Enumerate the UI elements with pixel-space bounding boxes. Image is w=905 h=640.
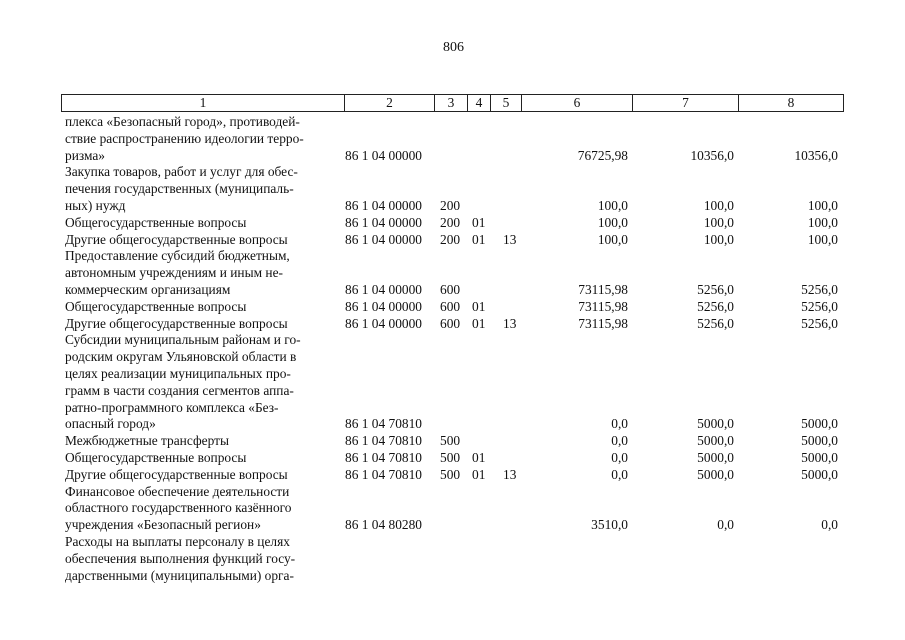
description-line: ствие распространению идеологии терро- [65, 130, 304, 146]
page-number: 806 [443, 40, 464, 55]
table-row [0, 215, 905, 232]
table-row [0, 114, 905, 164]
amount-column-6: 100,0 [597, 214, 628, 230]
description-line: Финансовое обеспечение деятельности [65, 483, 290, 499]
target-article-code: 86 1 04 80280 [345, 517, 422, 533]
target-article-code: 86 1 04 70810 [345, 416, 422, 432]
description-line: Другие общегосударственные вопросы [65, 466, 288, 482]
description-line: автономным учреждениям и иным не- [65, 265, 283, 281]
amount-column-6: 73115,98 [578, 281, 628, 297]
column-header-5: 5 [491, 95, 522, 112]
amount-column-6: 73115,98 [578, 298, 628, 314]
column-header-8: 8 [739, 95, 844, 112]
expense-type-code: 500 [440, 433, 461, 449]
target-article-code: 86 1 04 70810 [345, 466, 422, 482]
amount-column-7: 5256,0 [697, 281, 734, 297]
amount-column-8: 10356,0 [794, 147, 838, 163]
amount-column-8: 100,0 [807, 214, 838, 230]
amount-column-7: 5256,0 [697, 298, 734, 314]
description-line: опасный город» [65, 416, 156, 432]
amount-column-8: 0,0 [821, 517, 838, 533]
target-article-code: 86 1 04 70810 [345, 449, 422, 465]
row-description [65, 332, 337, 433]
amount-column-8: 5000,0 [801, 416, 838, 432]
column-header-table [61, 94, 844, 112]
column-header-2: 2 [345, 95, 435, 112]
section-code: 01 [472, 449, 486, 465]
description-line: Предоставление субсидий бюджетным, [65, 248, 290, 264]
description-line: родским округам Ульяновской области в [65, 349, 297, 365]
column-header-1: 1 [62, 95, 345, 112]
description-line: областного государственного казённого [65, 500, 292, 516]
expense-type-code: 200 [440, 214, 461, 230]
row-description [65, 316, 337, 333]
description-line: Другие общегосударственные вопросы [65, 231, 288, 247]
amount-column-6: 100,0 [597, 231, 628, 247]
target-article-code: 86 1 04 00000 [345, 147, 422, 163]
row-description [65, 232, 337, 249]
amount-column-8: 100,0 [807, 197, 838, 213]
target-article-code: 86 1 04 00000 [345, 231, 422, 247]
description-line: Расходы на выплаты персоналу в целях [65, 533, 290, 549]
table-row [0, 332, 905, 433]
table-row [0, 534, 905, 584]
amount-column-7: 100,0 [703, 214, 734, 230]
amount-column-8: 5256,0 [801, 281, 838, 297]
table-row [0, 164, 905, 214]
section-code: 01 [472, 214, 486, 230]
description-line: Общегосударственные вопросы [65, 214, 247, 230]
description-line: Субсидии муниципальным районам и го- [65, 332, 301, 348]
description-line: учреждения «Безопасный регион» [65, 517, 261, 533]
amount-column-7: 100,0 [703, 231, 734, 247]
description-line: плекса «Безопасный город», противодей- [65, 114, 300, 129]
table-row [0, 467, 905, 484]
amount-column-8: 5256,0 [801, 315, 838, 331]
column-header-4: 4 [468, 95, 491, 112]
amount-column-7: 10356,0 [690, 147, 734, 163]
expense-type-code: 200 [440, 231, 461, 247]
row-description [65, 534, 337, 584]
subsection-code: 13 [503, 315, 517, 331]
description-line: Другие общегосударственные вопросы [65, 315, 288, 331]
description-line: Общегосударственные вопросы [65, 449, 247, 465]
amount-column-7: 5000,0 [697, 466, 734, 482]
target-article-code: 86 1 04 00000 [345, 214, 422, 230]
table-row [0, 316, 905, 333]
subsection-code: 13 [503, 231, 517, 247]
expense-type-code: 600 [440, 298, 461, 314]
amount-column-7: 5000,0 [697, 433, 734, 449]
target-article-code: 86 1 04 00000 [345, 298, 422, 314]
amount-column-6: 0,0 [611, 449, 628, 465]
table-row [0, 433, 905, 450]
amount-column-8: 100,0 [807, 231, 838, 247]
description-line: ризма» [65, 147, 105, 163]
table-row [0, 299, 905, 316]
amount-column-6: 100,0 [597, 197, 628, 213]
description-line: дарственными (муниципальными) орга- [65, 567, 294, 583]
section-code: 01 [472, 231, 486, 247]
target-article-code: 86 1 04 00000 [345, 281, 422, 297]
amount-column-6: 0,0 [611, 416, 628, 432]
description-line: грамм в части создания сегментов аппа- [65, 382, 294, 398]
row-description [65, 299, 337, 316]
row-description [65, 484, 337, 534]
row-description [65, 433, 337, 450]
target-article-code: 86 1 04 70810 [345, 433, 422, 449]
table-row [0, 232, 905, 249]
expense-type-code: 500 [440, 449, 461, 465]
table-row [0, 248, 905, 298]
amount-column-7: 5000,0 [697, 449, 734, 465]
amount-column-8: 5000,0 [801, 466, 838, 482]
amount-column-7: 5000,0 [697, 416, 734, 432]
amount-column-6: 0,0 [611, 466, 628, 482]
description-line: коммерческим организациям [65, 281, 231, 297]
amount-column-7: 0,0 [717, 517, 734, 533]
column-header-7: 7 [633, 95, 739, 112]
amount-column-6: 3510,0 [591, 517, 628, 533]
section-code: 01 [472, 298, 486, 314]
section-code: 01 [472, 315, 486, 331]
row-description [65, 215, 337, 232]
column-header-3: 3 [435, 95, 468, 112]
description-line: Общегосударственные вопросы [65, 298, 247, 314]
column-header-6: 6 [522, 95, 633, 112]
description-line: обеспечения выполнения функций госу- [65, 550, 296, 566]
amount-column-6: 73115,98 [578, 315, 628, 331]
description-line: печения государственных (муниципаль- [65, 181, 294, 197]
amount-column-6: 0,0 [611, 433, 628, 449]
row-description [65, 114, 337, 164]
row-description [65, 164, 337, 214]
expense-type-code: 600 [440, 281, 461, 297]
amount-column-7: 5256,0 [697, 315, 734, 331]
table-row [0, 450, 905, 467]
expense-type-code: 200 [440, 197, 461, 213]
expense-type-code: 500 [440, 466, 461, 482]
row-description [65, 248, 337, 298]
section-code: 01 [472, 466, 486, 482]
budget-table-body [0, 114, 905, 584]
target-article-code: 86 1 04 00000 [345, 197, 422, 213]
amount-column-6: 76725,98 [577, 147, 628, 163]
amount-column-7: 100,0 [703, 197, 734, 213]
expense-type-code: 600 [440, 315, 461, 331]
description-line: целях реализации муниципальных про- [65, 365, 291, 381]
row-description [65, 467, 337, 484]
target-article-code: 86 1 04 00000 [345, 315, 422, 331]
subsection-code: 13 [503, 466, 517, 482]
description-line: Закупка товаров, работ и услуг для обес- [65, 164, 298, 180]
amount-column-8: 5256,0 [801, 298, 838, 314]
row-description [65, 450, 337, 467]
amount-column-8: 5000,0 [801, 433, 838, 449]
amount-column-8: 5000,0 [801, 449, 838, 465]
table-row [0, 484, 905, 534]
description-line: ратно-программного комплекса «Без- [65, 399, 279, 415]
description-line: Межбюджетные трансферты [65, 433, 229, 449]
description-line: ных) нужд [65, 197, 126, 213]
